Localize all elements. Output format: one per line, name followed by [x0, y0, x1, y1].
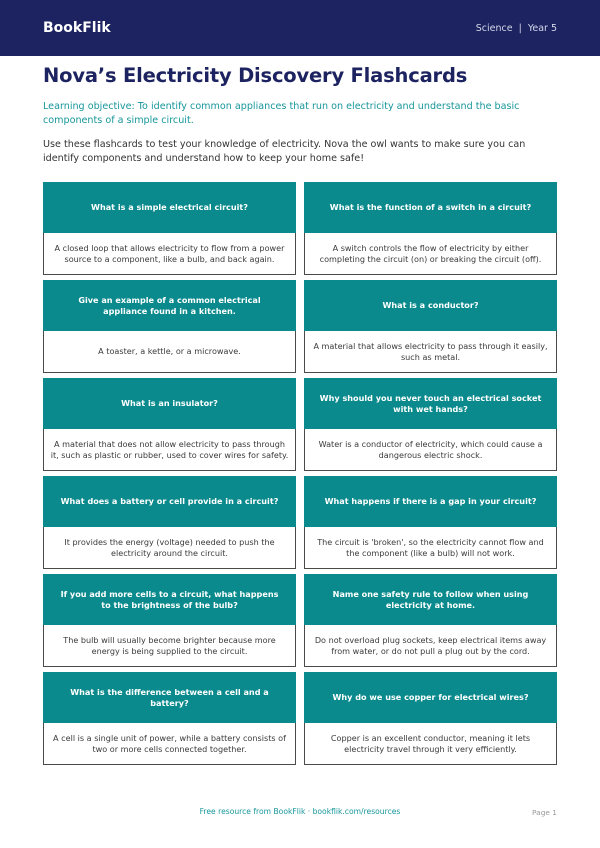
flashcard-question: Why do we use copper for electrical wires? [304, 672, 557, 723]
flashcard[interactable] [304, 378, 557, 471]
flashcard[interactable] [43, 280, 296, 373]
flashcard[interactable] [43, 574, 296, 667]
learning-objective: Learning objective: To identify common appliances that run on electricity and understand the basic components of a simple circuit. [43, 101, 520, 126]
flashcard-answer: A material that allows electricity to pass through it easily, such as metal. [304, 331, 557, 373]
flashcard[interactable] [304, 280, 557, 373]
flashcard-question: If you add more cells to a circuit, what happens to the brightness of the bulb? [43, 574, 296, 625]
flashcard-answer: The bulb will usually become brighter because more energy is being supplied to the circuit. [43, 625, 296, 667]
flashcard-answer: A cell is a single unit of power, while a battery consists of two or more cells connected together. [43, 723, 296, 765]
breadcrumb-year[interactable]: Year 5 [527, 22, 557, 34]
flashcard[interactable] [43, 672, 296, 765]
footer-credit[interactable]: Free resource from BookFlik · bookflik.com/resources [199, 807, 401, 816]
page-title: Nova’s Electricity Discovery Flashcards [43, 64, 468, 87]
breadcrumb-separator: | [518, 22, 522, 34]
flashcard[interactable] [304, 574, 557, 667]
flashcard[interactable] [304, 672, 557, 765]
flashcard[interactable] [304, 476, 557, 569]
flashcard-question: What does a battery or cell provide in a circuit? [43, 476, 296, 527]
flashcard-question: What happens if there is a gap in your circuit? [304, 476, 557, 527]
page-number: Page 1 [532, 808, 557, 817]
flashcard[interactable] [43, 182, 296, 275]
flashcard-answer: It provides the energy (voltage) needed to push the electricity around the circuit. [43, 527, 296, 569]
flashcard-grid [43, 182, 557, 765]
brand-logo[interactable]: BookFlik [43, 20, 111, 36]
flashcard-question: Why should you never touch an electrical socket with wet hands? [304, 378, 557, 429]
flashcard-answer: Do not overload plug sockets, keep electrical items away from water, or do not pull a plug out by the cord. [304, 625, 557, 667]
flashcard-question: What is an insulator? [43, 378, 296, 429]
flashcard[interactable] [43, 476, 296, 569]
flashcard-answer: A switch controls the flow of electricity by either completing the circuit (on) or breaking the circuit (off). [304, 233, 557, 275]
flashcard-question: What is a conductor? [304, 280, 557, 331]
flashcard-answer: A toaster, a kettle, or a microwave. [43, 331, 296, 373]
flashcard-question: What is a simple electrical circuit? [43, 182, 296, 233]
flashcard-answer: A material that does not allow electricity to pass through it, such as plastic or rubber, used to cover wires for safety. [43, 429, 296, 471]
flashcard-question: What is the function of a switch in a circuit? [304, 182, 557, 233]
flashcard-answer: The circuit is 'broken', so the electricity cannot flow and the component (like a bulb) will not work. [304, 527, 557, 569]
flashcard-question: What is the difference between a cell and a battery? [43, 672, 296, 723]
flashcard-answer: A closed loop that allows electricity to flow from a power source to a component, like a bulb, and back again. [43, 233, 296, 275]
intro-text: Use these flashcards to test your knowledge of electricity. Nova the owl wants to make sure you can identify components and understand how to keep your home safe! [43, 139, 526, 164]
flashcard-answer: Copper is an excellent conductor, meaning it lets electricity travel through it very efficiently. [304, 723, 557, 765]
flashcard-question: Give an example of a common electrical appliance found in a kitchen. [43, 280, 296, 331]
breadcrumb-subject[interactable]: Science [475, 22, 513, 34]
flashcard-question: Name one safety rule to follow when using electricity at home. [304, 574, 557, 625]
flashcard[interactable] [304, 182, 557, 275]
breadcrumb [476, 23, 557, 34]
top-bar [0, 0, 600, 56]
flashcard-answer: Water is a conductor of electricity, which could cause a dangerous electric shock. [304, 429, 557, 471]
flashcard[interactable] [43, 378, 296, 471]
